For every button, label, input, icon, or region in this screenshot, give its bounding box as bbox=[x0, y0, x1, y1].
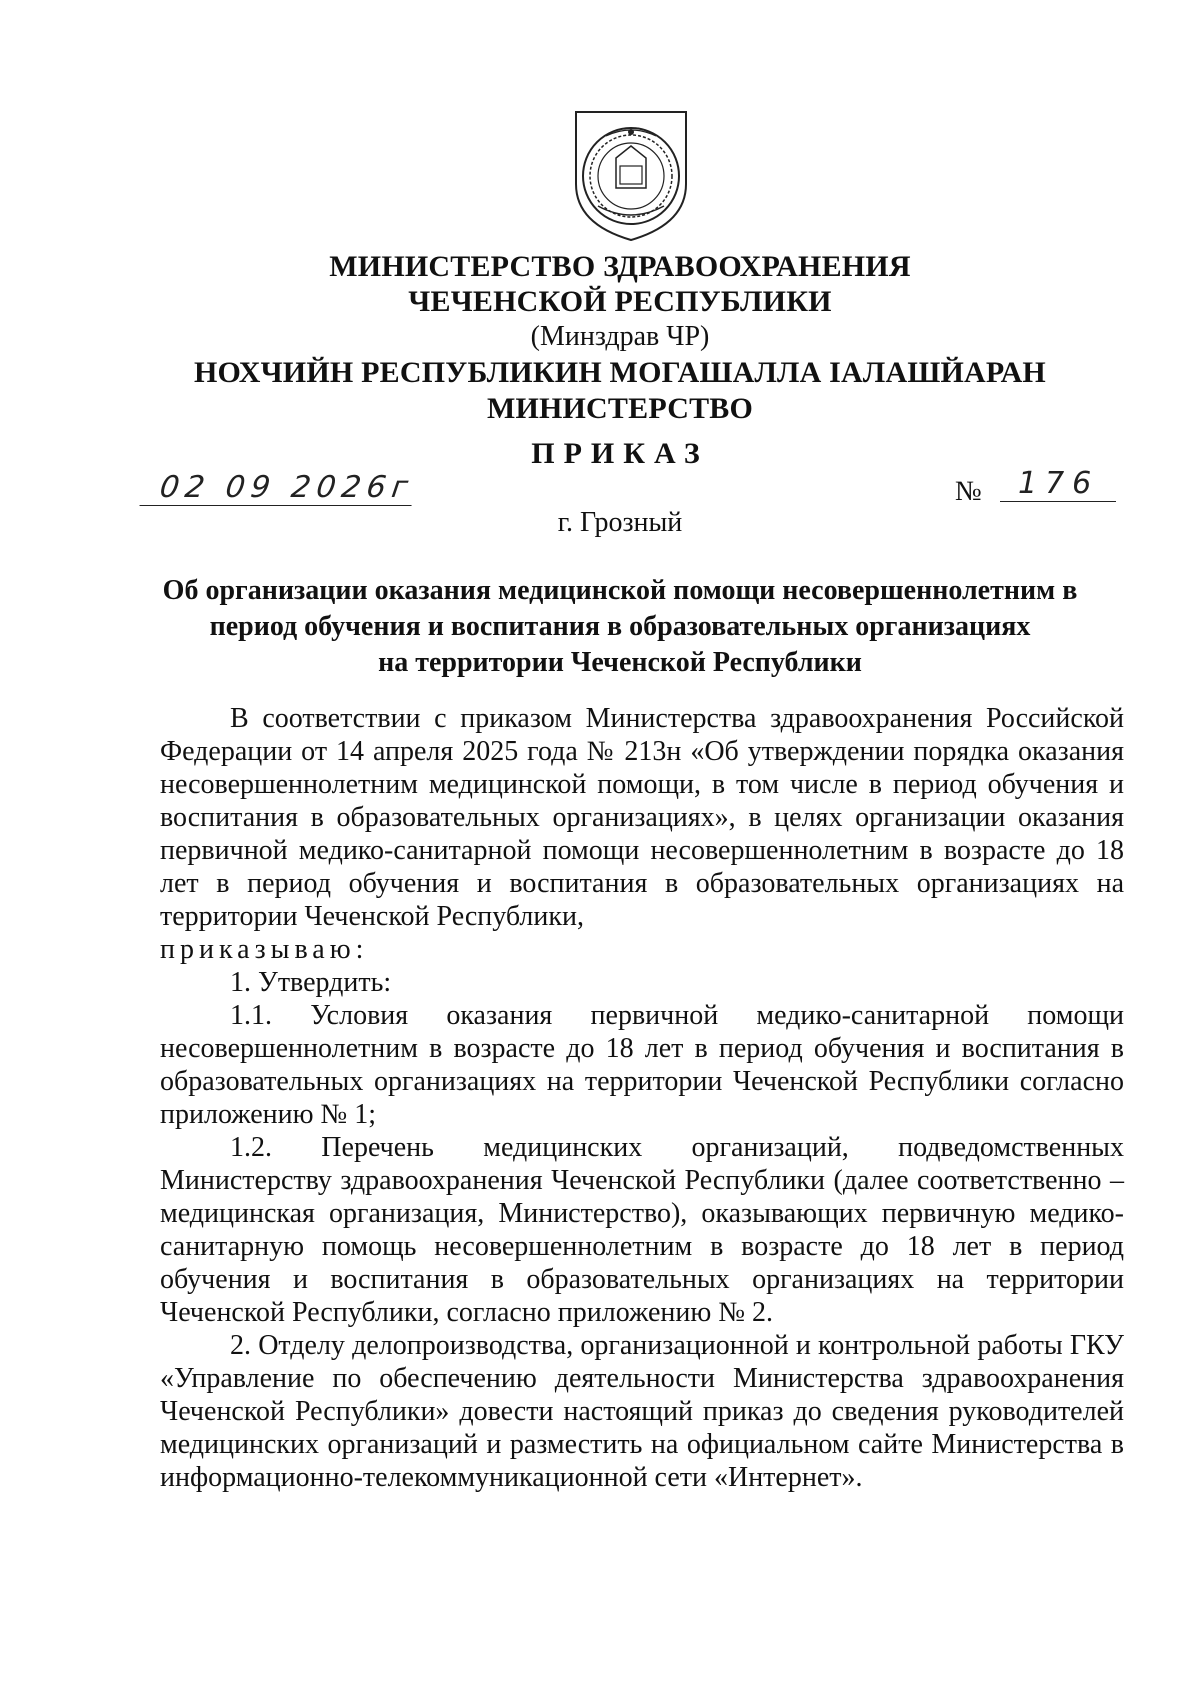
ministry-name-line-2: ЧЕЧЕНСКОЙ РЕСПУБЛИКИ bbox=[408, 285, 832, 318]
order-date-field: 02 09 2026г bbox=[139, 470, 416, 506]
ministry-header bbox=[0, 252, 1200, 424]
document-type: ПРИКАЗ bbox=[531, 437, 709, 470]
ministry-name-line-1: МИНИСТЕРСТВО ЗДРАВООХРАНЕНИЯ bbox=[329, 250, 911, 283]
item-2: 2. Отделу делопроизводства, организационной и контрольной работы ГКУ «Управление по обеспечению деятельности Министерства здравоохранения Чеченской Республики» довести настоящий приказ до сведения руководителей медицинских организаций и разместить на официальном сайте Министерства в информационно-телекоммуникационной сети «Интернет». bbox=[160, 1330, 1124, 1493]
order-title bbox=[150, 573, 1090, 681]
order-title-line-3: на территории Чеченской Республики bbox=[378, 647, 862, 678]
item-1-1: 1.1. Условия оказания первичной медико-санитарной помощи несовершеннолетним в возрасте до 18 лет в период обучения и воспитания в образовательных организациях на территории Чеченской Республики согласно приложению № 1; bbox=[160, 1000, 1124, 1130]
order-verb: приказываю: bbox=[160, 934, 369, 965]
order-body bbox=[160, 702, 1124, 1494]
preamble-paragraph: В соответствии с приказом Министерства здравоохранения Российской Федерации от 14 апреля 2025 года № 213н «Об утверждении порядка оказания несовершеннолетним медицинской помощи, в том числе в период обучения и воспитания в образовательных организациях», в целях организации оказания первичной медико-санитарной помощи несовершеннолетним в возрасте до 18 лет в период обучения и воспитания в образовательных организациях на территории Чеченской Республики, bbox=[160, 703, 1124, 932]
item-1: 1. Утвердить: bbox=[230, 967, 392, 998]
item-1-2: 1.2. Перечень медицинских организаций, подведомственных Министерству здравоохранения Чеченской Республики (далее соответственно – медицинская организация, Министерство), оказывающих первичную медико-санитарную помощь несовершеннолетним в возрасте до 18 лет в период обучения и воспитания в образовательных организациях на территории Чеченской Республики, согласно приложению № 2. bbox=[160, 1132, 1124, 1328]
coat-of-arms-icon bbox=[568, 106, 694, 244]
order-number-label: № bbox=[955, 476, 982, 507]
order-city: г. Грозный bbox=[557, 507, 683, 538]
order-title-line-2: период обучения и воспитания в образовательных организациях bbox=[209, 611, 1031, 642]
order-title-line-1: Об организации оказания медицинской помощи несовершеннолетним в bbox=[162, 575, 1078, 606]
order-verb-paragraph bbox=[160, 933, 1124, 966]
ministry-name-chechen-line-1: НОХЧИЙН РЕСПУБЛИКИН МОГАШАЛЛА IАЛАШЙАРАН bbox=[194, 356, 1046, 389]
ministry-short-name: (Минздрав ЧР) bbox=[530, 321, 710, 352]
ministry-name-chechen-line-2: МИНИСТЕРСТВО bbox=[486, 392, 754, 425]
order-number-field: 176 bbox=[1000, 466, 1116, 502]
